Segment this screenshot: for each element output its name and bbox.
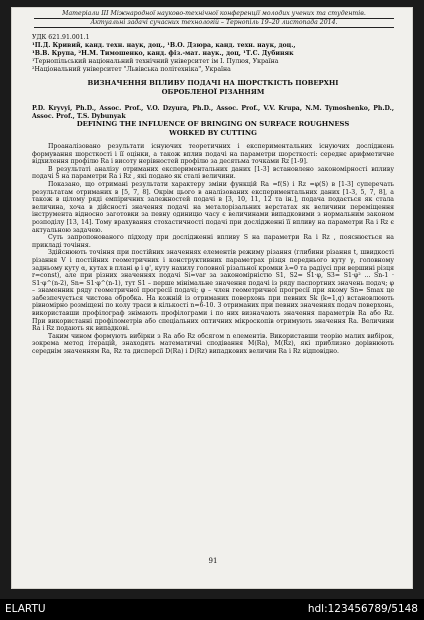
affiliation-2: ²Національний університет "Львівська політехніка", Україна bbox=[32, 65, 231, 73]
paragraph-4: Суть запропонованого підходу при дослідженні впливу S на параметри Ra і Rz , пояснюється на прикладі точіння. bbox=[32, 234, 394, 249]
paragraph-6: Таким чином формують вибірки з Ra або Rz обсягом n елементів. Використавши теорію малих вибірок, зокрема метод ітерацій, знаходять математичні сподівання M(Ra), M(Rz), які приблизно дорівнюють середнім значенням Ra, Rz та дисперсії D(Ra) і D(Rz) випадкових величин Ra і Rz відповідно. bbox=[32, 332, 394, 356]
document-page bbox=[11, 7, 413, 589]
title-ukrainian: ВИЗНАЧЕННЯ ВПЛИВУ ПОДАЧІ НА ШОРСТКІСТЬ ПОВЕРХНІ ОБРОБЛЕНОЇ РІЗАННЯМ bbox=[87, 79, 339, 96]
paragraph-5: Здійснюють точіння при постійних значеннях елементів режиму різання (глибини різання t, швидкості різання V і постійних геометричних і конструктивних параметрах різця переднього куту γ, головному задньому куту α, кутах в плані φ і φ', куту нахилу головної різальної кромки λ=0 та радіусі при вершині різця r=const), але при різних значеннях подачі Si=var за закономірністю S1, S2= S1·φ, S3= S1·φ² ... Sn-1 · S1·φ^(n-2), Sn= S1·φ^(n-1), тут S1 – перше мінімальне значення подачі із ряду паспортних значень подач; φ – знаменник ряду геометричної прогресії подачі; φ – член геометричної прогресії при якому Sn= Smax це забезпечується чистова обробка. На кожній із отриманих поверхонь при певних Sk (k=1,q) встановлюють рівномірно розміщені по колу траси в кількості n=6-10. З отриманих при певних значеннях подач поверхонь, використавши профілограф знімають профілограми і по них визначають значення параметрів Ra або Rz. При використанні профілометрів або спеціальних оптичних мікроскопів отримують значення Ra. Величини Ra і Rz подають як випадкові. bbox=[32, 249, 394, 333]
paragraph-2: В результаті аналізу отриманих експериментальних даних [1-3] встановлено закономірності впливу подачі S на параметри Ra і Rz , які подано як сталі величини. bbox=[32, 165, 394, 181]
handle-identifier: hdl:123456789/5148 bbox=[307, 603, 418, 615]
paragraph-1: Проаналізовано результати існуючих теоретичних і експериментальних існуючих досліджень формування шорсткості і її оцінки, а також вплив подачі на параметри шорсткості: середнє арифметичне відхилення профілю Ra і висоту нерівностей профілю за десятьма точками Rz [1-9]. bbox=[32, 143, 394, 166]
article-body bbox=[32, 143, 394, 356]
affiliations bbox=[32, 58, 394, 73]
footer-bar bbox=[0, 599, 424, 620]
header-line-1: Матеріали III Міжнародної науково-технічної конференції молодих учених та студентів. bbox=[34, 10, 394, 19]
udc-code: УДК 621.91.001.1 bbox=[32, 34, 90, 41]
author-line-1: ¹П.Д. Кривий, канд. техн. наук, доц., ¹В.О. Дзюра, канд. техн. наук, доц., bbox=[32, 42, 296, 49]
title-english: DEFINING THE INFLUENCE OF BRINGING ON SURFACE ROUGHNESS WORKED BY CUTTING bbox=[76, 120, 350, 137]
header-line-2: Актуальні задачі сучасних технологій – Тернопіль 19–20 листопада 2014. bbox=[34, 19, 394, 28]
affiliation-1: ¹Тернопільський національний технічний університет ім І. Пулюя, Україна bbox=[32, 58, 279, 65]
authors-ukrainian bbox=[32, 42, 394, 57]
authors-english: P.D. Kryvyi, Ph.D., Assoc. Prof., V.O. Dzyura, Ph.D., Assoc. Prof., V.V. Krupa, N.M. Tymoshenko, Ph.D., Assoc. Prof., T.S. Dybunyak bbox=[32, 105, 394, 120]
repository-label: ELARTU bbox=[5, 603, 46, 615]
paragraph-3: Показано, що отримані результати характеру зміни функцій Ra =f(S) і Rz =φ(S) в [1-3] суперечать результатам отриманих в [5, 7, 8]. Окрім цього в аналізованих експериментальних даних [1-3, 5, 7, 8], а також в цілому ряді емпіричних залежностей подачі в [3, 10, 11, 12 та ін.], подача подається як стала величина, хоча в дійсності значення подачі на металорізальних верстатах як величини переміщення інструмента відносно заготовки за певну одиницю часу є величинами випадковими з нормальним законом розподілу [13, 14]. Тому врахування стохастичності подачі при дослідженні її впливу на параметри Ra і Rz є актуальною задачею. bbox=[32, 180, 394, 234]
running-header bbox=[34, 10, 394, 28]
page-number: 91 bbox=[208, 557, 218, 565]
author-line-2: ¹В.В. Крупа, ²Н.М. Тимошенко, канд. фіз.-мат. наук., доц, ¹Т.С. Дубиняк bbox=[32, 49, 294, 57]
